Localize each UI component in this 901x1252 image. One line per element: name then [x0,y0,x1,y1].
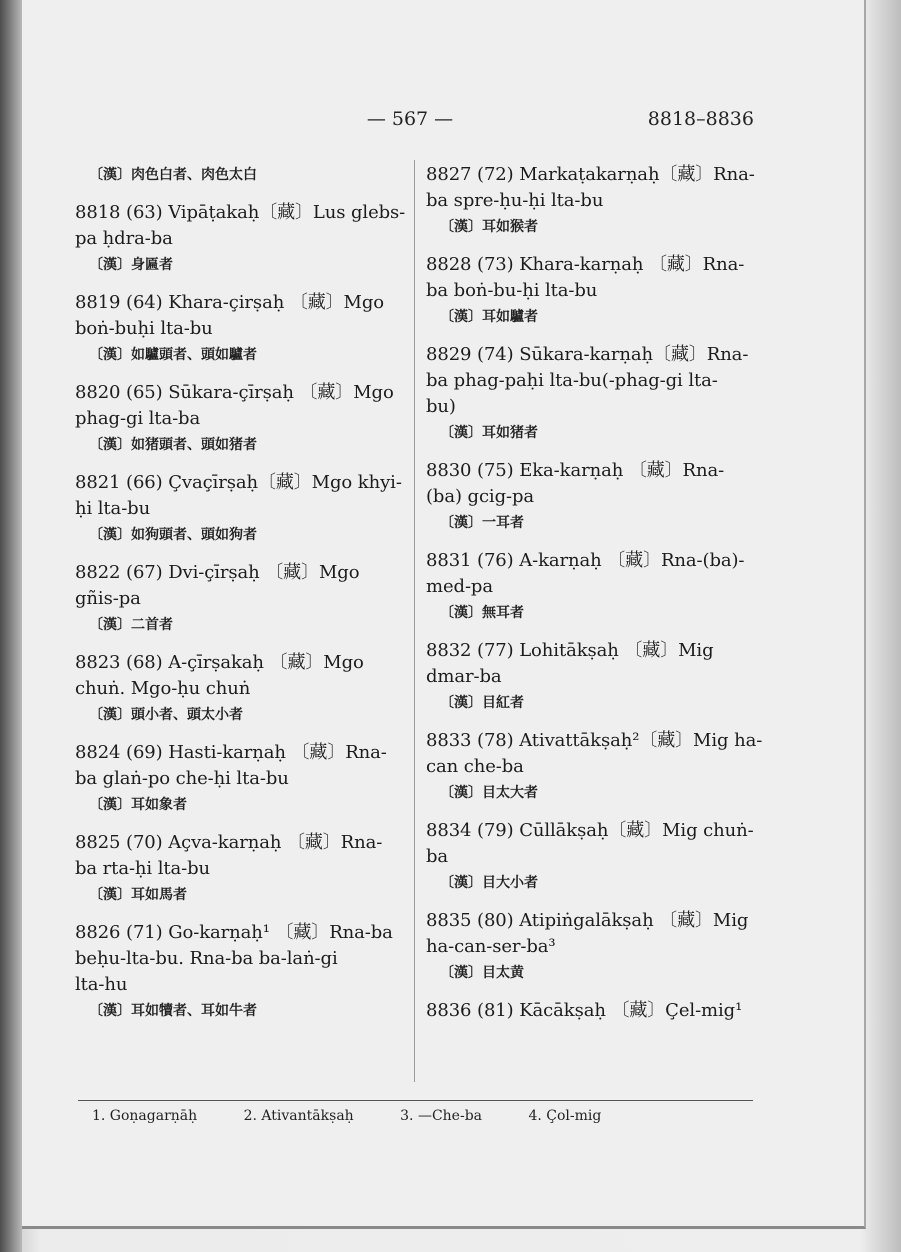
entry-line: 8831 (76) A-karṇaḥ 〔藏〕Rna-(ba)- [426,550,745,571]
column-divider [414,160,415,1082]
entry-line: 8835 (80) Atipiṅgalākṣaḥ 〔藏〕Mig [426,910,749,931]
entry-line: 8834 (79) Cūllākṣaḥ〔藏〕Mig chuṅ- [426,820,754,841]
entry-8833 [426,728,763,806]
footnote-2: 2. Ativantākṣaḥ [243,1108,354,1124]
entry-8827 [426,162,758,240]
footnote-4: 4. Çol-mig [528,1108,602,1124]
chinese-gloss: 〔漢〕如狗頭者、頭如狗者 [89,527,257,543]
page-number: — 567 — [366,108,454,130]
entry-line: ba boṅ-bu-ḥi lta-bu [426,280,598,301]
entry-line: ba phag-paḥi lta-bu(-phag-gi lta- [426,370,718,391]
entry-8819 [75,290,407,368]
chinese-gloss: 〔漢〕耳如馬者 [89,887,187,903]
entry-line: ba [426,846,449,867]
entry-line: 8826 (71) Go-karṇaḥ¹ 〔藏〕Rna-ba [75,922,393,943]
entry-line: lta-hu [75,974,128,995]
entry-8834 [426,818,758,896]
entry-line: 8829 (74) Sūkara-karṇaḥ〔藏〕Rna- [426,344,749,365]
entry-line: 8833 (78) Ativattākṣaḥ²〔藏〕Mig ha- [426,730,763,751]
footnote-3: 3. —Che-ba [400,1108,483,1124]
entry-8830 [426,458,758,536]
chinese-gloss: 〔漢〕耳如猴者 [440,219,538,235]
chinese-gloss: 〔漢〕目太大者 [440,785,538,801]
entry-8836 [426,998,758,1024]
entry-line: gñis-pa [75,588,141,609]
chinese-gloss: 〔漢〕目大小者 [440,875,538,891]
left-column [75,162,407,1024]
entry-8820 [75,380,407,458]
entry-line: 8832 (77) Lohitākṣaḥ 〔藏〕Mig [426,640,714,661]
entry-line: ba glaṅ-po che-ḥi lta-bu [75,768,289,789]
footnotes [92,1106,752,1126]
book-spine-shadow [0,0,22,1252]
entry-8826 [75,920,407,1024]
entry-line: 8830 (75) Eka-karṇaḥ 〔藏〕Rna- [426,460,725,481]
entry-line: 8818 (63) Vipāṭakaḥ〔藏〕Lus glebs- [75,202,406,223]
entry-8832 [426,638,758,716]
entry-line: 8822 (67) Dvi-çīrṣaḥ 〔藏〕Mgo [75,562,360,583]
entry-line: ha-can-ser-ba³ [426,936,556,957]
entry-8835 [426,908,758,986]
entry-line: med-pa [426,576,493,597]
entry-8818 [75,200,407,278]
entry-line: 8827 (72) Markaṭakarṇaḥ〔藏〕Rna- [426,164,755,185]
chinese-gloss: 〔漢〕如猪頭者、頭如猪者 [89,437,257,453]
entry-line: can che-ba [426,756,524,777]
entry-8822 [75,560,407,638]
chinese-gloss: 〔漢〕無耳者 [440,605,524,621]
entry-8829 [426,342,758,446]
entry-line: dmar-ba [426,666,502,687]
chinese-gloss: 〔漢〕目紅者 [440,695,524,711]
entry-line: ba rta-ḥi lta-bu [75,858,211,879]
entry-line: beḥu-lta-bu. Rna-ba ba-laṅ-gi [75,948,338,969]
footnote-1: 1. Goṇagarṇāḥ [92,1108,198,1124]
entry-range: 8818–8836 [647,108,754,130]
chinese-gloss: 〔漢〕二首者 [89,617,173,633]
entry-8825 [75,830,407,908]
entry-line: 8820 (65) Sūkara-çīrṣaḥ 〔藏〕Mgo [75,382,394,403]
entry-line: 8819 (64) Khara-çirṣaḥ 〔藏〕Mgo [75,292,385,313]
chinese-gloss: 〔漢〕肉色白者、肉色太白 [89,167,257,183]
entry-line: phag-gi lta-ba [75,408,201,429]
entry-line: (ba) gcig-pa [426,486,535,507]
entry-line: ba spre-ḥu-ḥi lta-bu [426,190,604,211]
chinese-gloss: 〔漢〕耳如猪者 [440,425,538,441]
entry-8821 [75,470,407,548]
entry-line: ḥi lta-bu [75,498,151,519]
entry-line: 8824 (69) Hasti-karṇaḥ 〔藏〕Rna- [75,742,387,763]
entry-line: 8836 (81) Kācākṣaḥ 〔藏〕Çel-mig¹ [426,1000,743,1021]
entry-line: pa ḥdra-ba [75,228,173,249]
entry-line: 8821 (66) Çvaçīrṣaḥ〔藏〕Mgo khyi- [75,472,402,493]
entry-line: 8825 (70) Açva-karṇaḥ 〔藏〕Rna- [75,832,383,853]
chinese-gloss: 〔漢〕目太黄 [440,965,524,981]
right-column [426,162,763,1024]
chinese-gloss: 〔漢〕耳如驢者 [440,309,538,325]
entry-line: 8823 (68) A-çīrṣakaḥ 〔藏〕Mgo [75,652,364,673]
chinese-gloss: 〔漢〕如驢頭者、頭如驢者 [89,347,257,363]
entry-line: boṅ-buḥi lta-bu [75,318,213,339]
entry-line: chuṅ. Mgo-ḥu chuṅ [75,678,251,699]
chinese-gloss: 〔漢〕身匾者 [89,257,173,273]
chinese-gloss: 〔漢〕一耳者 [440,515,524,531]
footnote-rule [78,1100,753,1101]
entry-8828 [426,252,758,330]
entry-8831 [426,548,758,626]
entry-8823 [75,650,407,728]
chinese-gloss: 〔漢〕耳如象者 [89,797,187,813]
entry-8824 [75,740,407,818]
chinese-gloss: 〔漢〕頭小者、頭太小者 [89,707,243,723]
entry-line: 8828 (73) Khara-karṇaḥ 〔藏〕Rna- [426,254,745,275]
chinese-gloss: 〔漢〕耳如犢者、耳如牛者 [89,1003,257,1019]
entry-line: bu) [426,396,456,417]
